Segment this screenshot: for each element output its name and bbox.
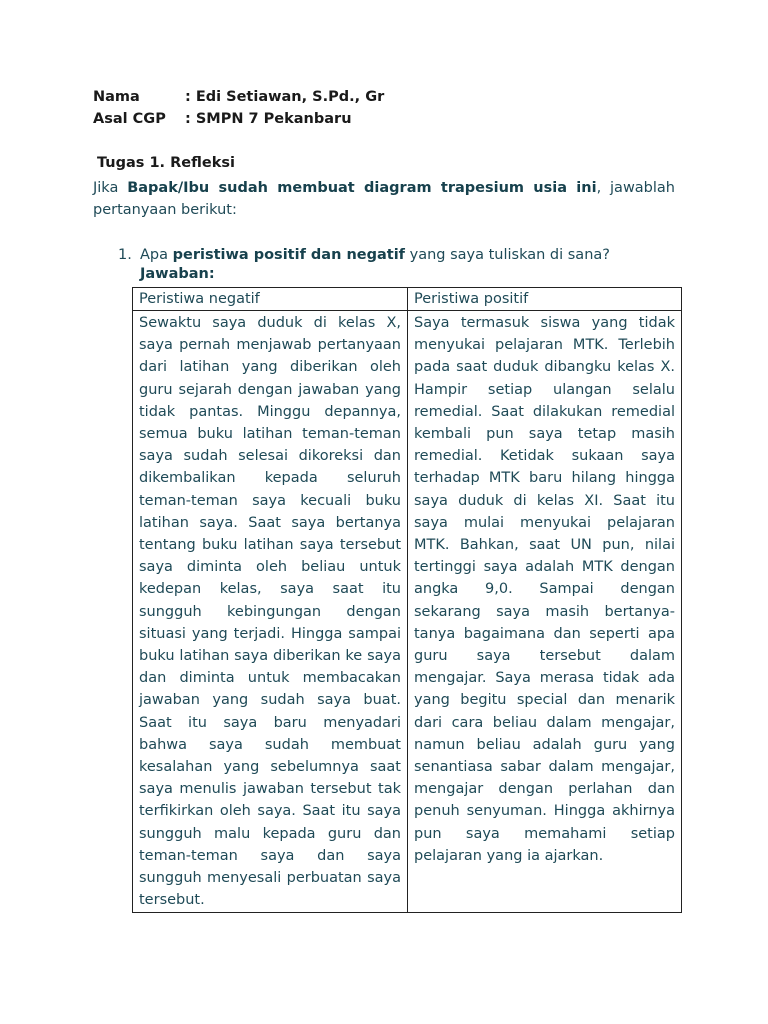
header-positive: Peristiwa positif (408, 288, 682, 311)
name-row (93, 89, 384, 105)
table-row (133, 311, 682, 913)
origin-label: Asal CGP (93, 111, 166, 127)
origin-row (93, 111, 352, 127)
intro-suffix: , jawablah pertanyaan berikut: (93, 180, 675, 218)
name-value: : Edi Setiawan, S.Pd., Gr (185, 89, 385, 105)
question-suffix: yang saya tuliskan di sana? (405, 247, 610, 263)
task-intro (93, 177, 675, 221)
intro-prefix: Jika (93, 180, 128, 196)
question-bold: peristiwa positif dan negatif (172, 247, 405, 263)
name-label: Nama (93, 89, 140, 105)
header-negative: Peristiwa negatif (133, 288, 408, 311)
task-title: Tugas 1. Refleksi (97, 155, 235, 171)
question-prefix: Apa (140, 247, 173, 263)
positive-event-cell: Saya termasuk siswa yang tidak menyukai pelajaran MTK. Terlebih pada saat duduk dibangku kelas X. Hampir setiap ulangan selalu remedial. Saat dilakukan remedial kembali pun saya tetap masih remedial. Ketidak sukaan saya terhadap MTK baru hilang hingga saya duduk di kelas XI. Saat itu saya mulai menyukai pelajaran MTK. Bahkan, saat UN pun, nilai tertinggi saya adalah MTK dengan angka 9,0. Sampai dengan sekarang saya masih bertanya-tanya bagaimana dan seperti apa guru saya tersebut dalam mengajar. Saya merasa tidak ada yang begitu special dan menarik dari cara beliau dalam mengajar, namun beliau adalah guru yang senantiasa sabar dalam mengajar, mengajar dengan perlahan dan penuh senyuman. Hingga akhirnya pun saya memahami setiap pelajaran yang ia ajarkan. (408, 311, 682, 913)
reflection-table (132, 287, 682, 913)
question-number: 1. (118, 247, 132, 263)
intro-bold: Bapak/Ibu sudah membuat diagram trapesium usia ini (127, 180, 597, 196)
origin-value: : SMPN 7 Pekanbaru (185, 111, 352, 127)
table-header-row (133, 288, 682, 311)
question-text (140, 244, 610, 266)
negative-event-cell: Sewaktu saya duduk di kelas X, saya pernah menjawab pertanyaan dari latihan yang diberikan oleh guru sejarah dengan jawaban yang tidak pantas. Minggu depannya, semua buku latihan teman-teman saya sudah selesai dikoreksi dan dikembalikan kepada seluruh teman-teman saya kecuali buku latihan saya. Saat saya bertanya tentang buku latihan saya tersebut saya diminta oleh beliau untuk kedepan kelas, saya saat itu sungguh kebingungan dengan situasi yang terjadi. Hingga sampai buku latihan saya diberikan ke saya dan diminta untuk membacakan jawaban yang sudah saya buat. Saat itu saya baru menyadari bahwa saya sudah membuat kesalahan yang sebelumnya saat saya menulis jawaban tersebut tak terfikirkan oleh saya. Saat itu saya sungguh malu kepada guru dan teman-teman saya dan saya sungguh menyesali perbuatan saya tersebut. (133, 311, 408, 913)
answer-label: Jawaban: (140, 266, 215, 282)
